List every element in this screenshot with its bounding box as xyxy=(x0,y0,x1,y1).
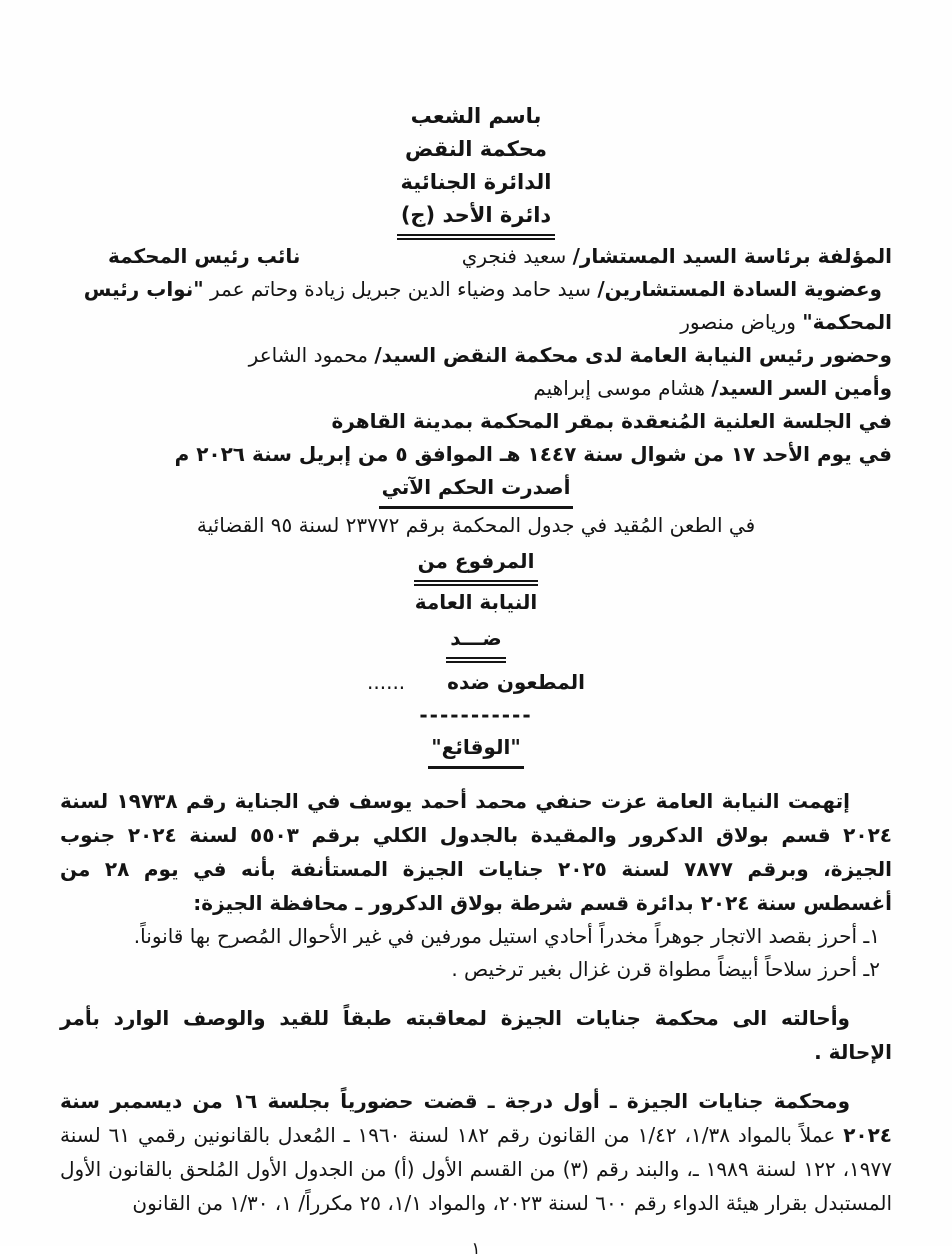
separator-dashes: ----------- xyxy=(419,703,533,727)
filed-by-heading-line xyxy=(60,545,892,586)
page-number: ١ xyxy=(471,1239,481,1259)
issued-judgment-heading-line xyxy=(60,471,892,509)
judgment-bold-segment: ومحكمة جنايات الجيزة ـ أول درجة ـ قضت حضورياً بجلسة ١٦ من ديسمبر سنة ٢٠٢٤ xyxy=(60,1089,893,1147)
court-name-heading: محكمة النقض xyxy=(405,137,547,161)
in-the-name-of-people-heading: باسم الشعب xyxy=(410,104,542,128)
referral-paragraph: وأحالته الى محكمة جنايات الجيزة لمعاقبته طبقاً للقيد والوصف الوارد بأمر الإحالة . xyxy=(60,1006,892,1064)
respondent-dots: ...... xyxy=(367,670,406,694)
panel-president-group xyxy=(462,240,892,273)
secretary-label: وأمين السر السيد/ xyxy=(711,376,892,400)
prosecutor-label: وحضور رئيس النيابة العامة لدى محكمة النقض السيد/ xyxy=(374,343,892,367)
panel-members-names: سيد حامد وضياء الدين جبريل زيادة وحاتم عمر xyxy=(210,277,591,301)
session-location-line: في الجلسة العلنية المُنعقدة بمقر المحكمة بمدينة القاهرة xyxy=(331,409,892,433)
panel-president-line xyxy=(60,240,892,273)
judgment-regular-segment: عملاً بالمواد ١/٣٨، ١/٤٢ من القانون رقم ١٨٢ لسنة ١٩٦٠ ـ المُعدل بالقانونين رقمي ٦١ لسنة ١٩٧٧، ١٢٢ لسنة ١٩٨٩ ـ، والبند رقم (٣) من القسم الأول (أ) من الجدول الأول المُلحق بالقانون الأول المستبدل بقرار هيئة الدواء رقم ٦٠٠ لسنة ٢٠٢٣، والمواد ١/١، ٢٥ مكرراً/ ١، ١/٣٠ من القانون xyxy=(60,1123,893,1215)
respondent-label: المطعون ضده xyxy=(447,670,585,694)
charge-item-1: ١ـ أحرز بقصد الاتجار جوهراً مخدراً أحادي استيل مورفين في غير الأحوال المُصرح بها قانوناً. xyxy=(133,924,880,948)
prosecutor-line xyxy=(60,339,892,372)
sunday-circuit-heading: دائرة الأحد (ج) xyxy=(397,199,555,240)
prosecutor-name: محمود الشاعر xyxy=(248,343,368,367)
appeal-number-line: في الطعن المُقيد في جدول المحكمة برقم ٢٣٧٧٢ لسنة ٩٥ القضائية xyxy=(196,513,756,537)
judgment-paragraph xyxy=(60,1084,892,1220)
facts-heading: "الوقائع" xyxy=(428,731,524,769)
accusation-paragraph: إتهمت النيابة العامة عزت حنفي محمد أحمد يوسف في الجناية رقم ١٩٧٣٨ لسنة ٢٠٢٤ قسم بولاق الدكرور والمقيدة بالجدول الكلي برقم ٥٥٠٣ لسنة ٢٠٢٤ جنوب الجيزة، وبرقم ٧٨٧٧ لسنة ٢٠٢٥ جنايات الجيزة المستأنفة بأنه في يوم ٢٨ من أغسطس سنة ٢٠٢٤ بدائرة قسم شرطة بولاق الدكرور ـ محافظة الجيزة: xyxy=(60,789,892,915)
panel-president-label: المؤلفة برئاسة السيد المستشار/ xyxy=(572,244,892,268)
appellant-name-line: النيابة العامة xyxy=(414,590,538,614)
criminal-circuit-heading: الدائرة الجنائية xyxy=(400,170,552,194)
secretary-line xyxy=(60,372,892,405)
facts-heading-line xyxy=(60,731,892,769)
session-date-line: في يوم الأحد ١٧ من شوال سنة ١٤٤٧ هـ الموافق ٥ من إبريل سنة ٢٠٢٦ م xyxy=(174,442,892,466)
filed-by-heading: المرفوع من xyxy=(414,545,539,586)
secretary-name: هشام موسى إبراهيم xyxy=(533,376,705,400)
respondent-line xyxy=(60,666,892,699)
panel-president-name: سعيد فنجري xyxy=(461,244,567,268)
panel-members-title: "نواب رئيس المحكمة" xyxy=(83,277,892,334)
panel-members-extra: ورياض منصور xyxy=(680,310,796,334)
panel-president-title: نائب رئيس المحكمة xyxy=(108,244,301,268)
issued-judgment-heading: أصدرت الحكم الآتي xyxy=(379,471,574,509)
versus-heading-line xyxy=(60,622,892,663)
sunday-circuit-heading-line xyxy=(60,199,892,240)
panel-members-paragraph xyxy=(60,273,892,339)
panel-members-label: وعضوية السادة المستشارين/ xyxy=(597,277,882,301)
versus-heading: ضـــد xyxy=(446,622,505,663)
charge-item-2: ٢ـ أحرز سلاحاً أبيضاً مطواة قرن غزال بغير ترخيص . xyxy=(451,957,880,981)
